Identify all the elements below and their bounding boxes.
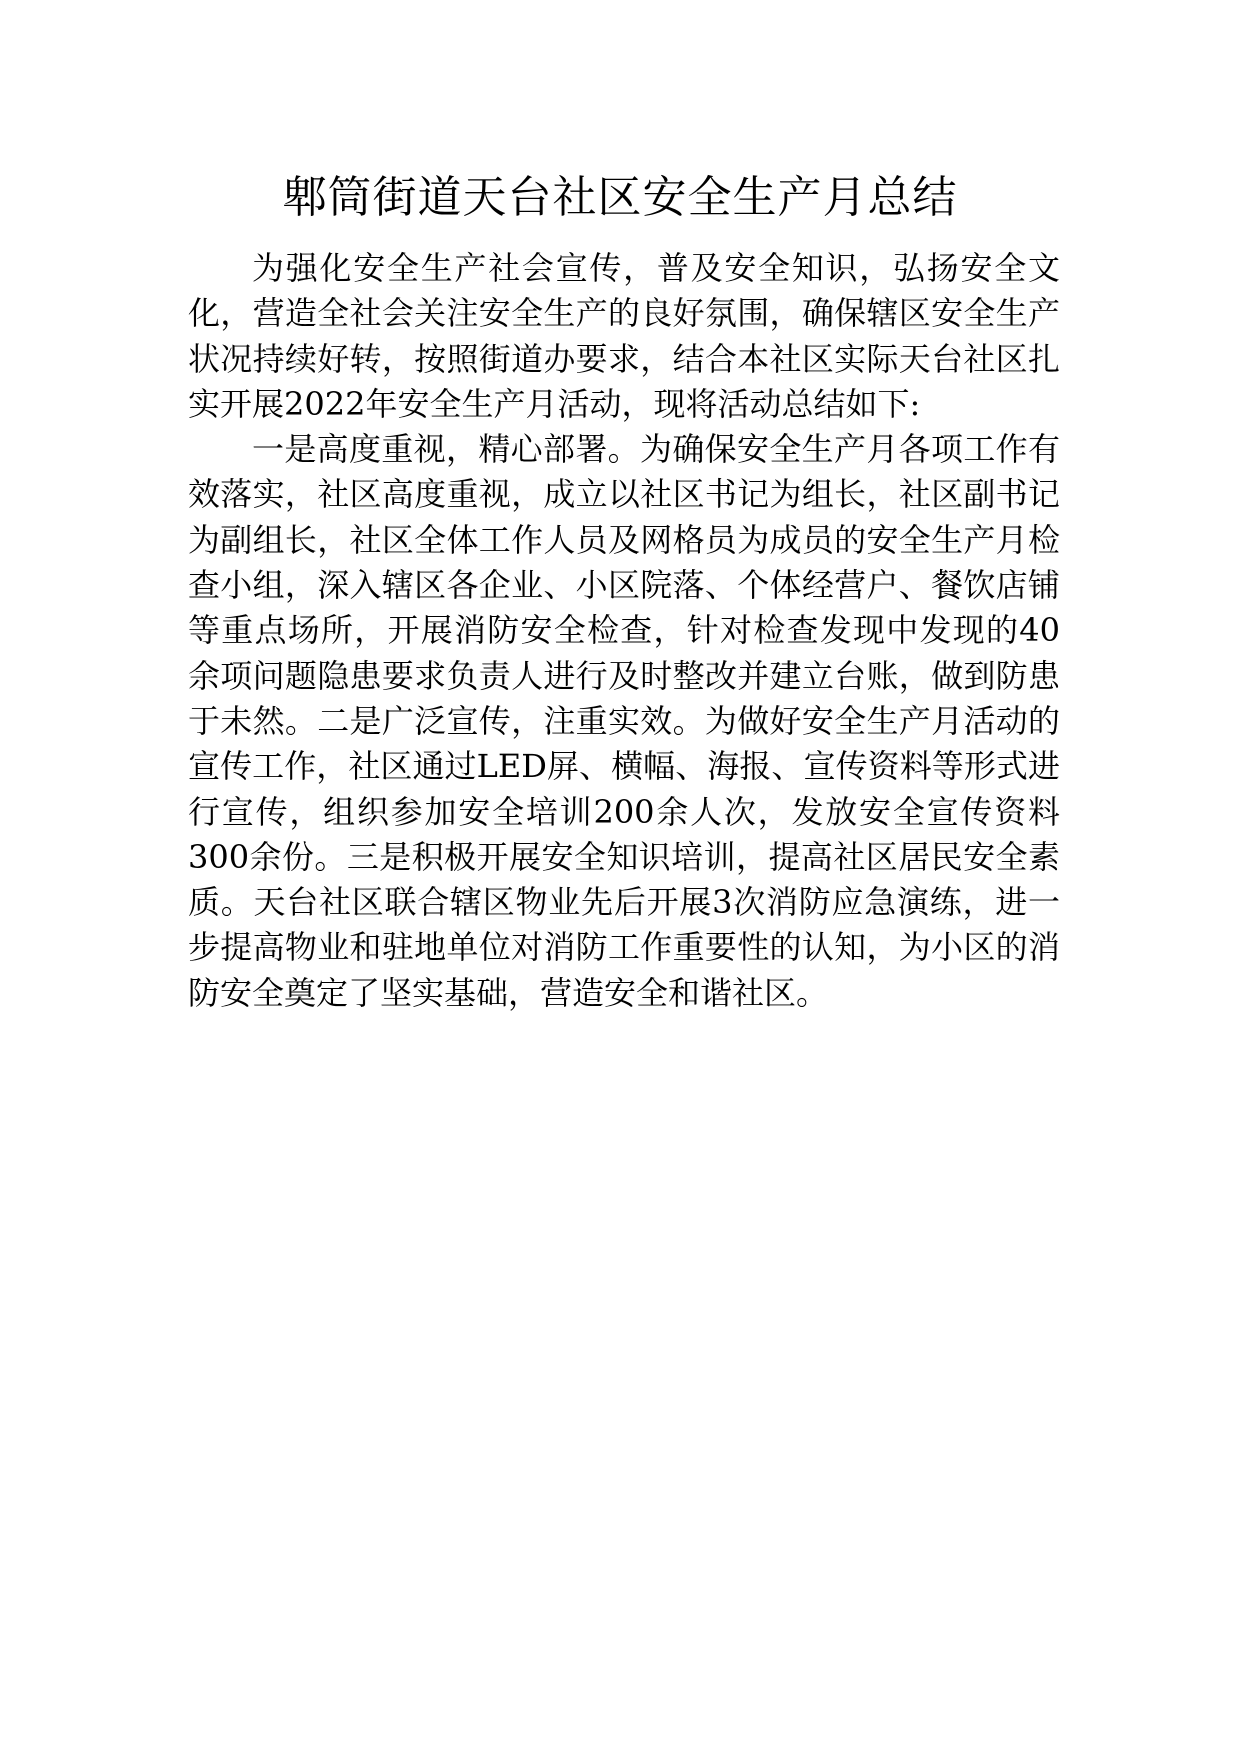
paragraph-intro: 为强化安全生产社会宣传，普及安全知识，弘扬安全文化，营造全社会关注安全生产的良好氛围，确保辖区安全生产状况持续好转，按照街道办要求，结合本社区实际天台社区扎实开展2022年安全生产月活动，现将活动总结如下: (188, 249, 1060, 423)
document-title: 郫筒街道天台社区安全生产月总结 (282, 172, 958, 223)
document-body (188, 246, 1060, 1016)
paragraph-main: 一是高度重视，精心部署。为确保安全生产月各项工作有效落实，社区高度重视，成立以社区书记为组长，社区副书记为副组长，社区全体工作人员及网格员为成员的安全生产月检查小组，深入辖区各企业、小区院落、个体经营户、餐饮店铺等重点场所，开展消防安全检查，针对检查发现中发现的40余项问题隐患要求负责人进行及时整改并建立台账，做到防患于未然。二是广泛宣传，注重实效。为做好安全生产月活动的宣传工作，社区通过LED屏、横幅、海报、宣传资料等形式进行宣传，组织参加安全培训200余人次，发放安全宣传资料300余份。三是积极开展安全知识培训，提高社区居民安全素质。天台社区联合辖区物业先后开展3次消防应急演练，进一步提高物业和驻地单位对消防工作重要性的认知，为小区的消防安全奠定了坚实基础，营造安全和谐社区。 (188, 430, 1060, 1012)
